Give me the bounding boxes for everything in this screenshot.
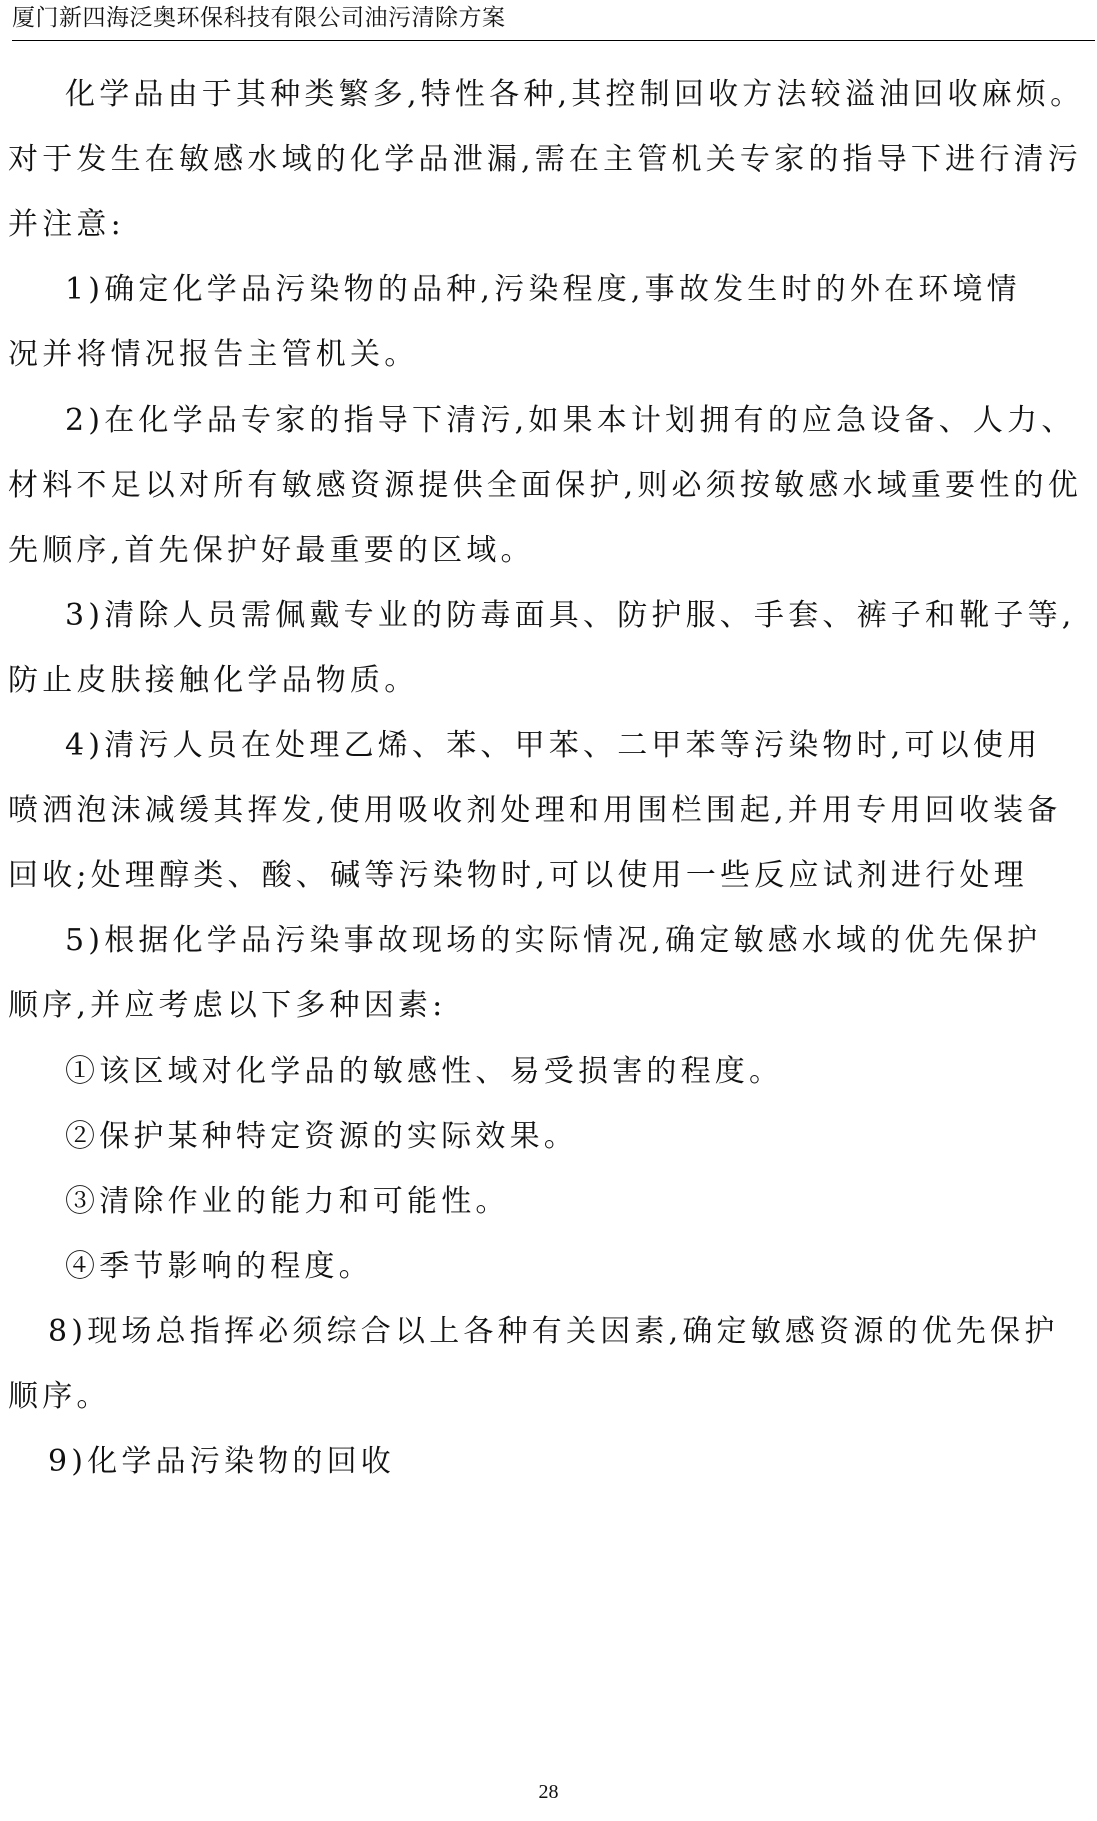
header-title: 厦门新四海泛奥环保科技有限公司油污清除方案 [12,5,506,31]
paragraph-line: 1)确定化学品污染物的品种,污染程度,事故发生时的外在环境情 [65,272,1021,307]
paragraph-line: 并注意: [8,207,125,242]
paragraph-line: 化学品由于其种类繁多,特性各种,其控制回收方法较溢油回收麻烦。 [65,77,1085,112]
paragraph-line: 5)根据化学品污染事故现场的实际情况,确定敏感水域的优先保护 [65,923,1042,958]
paragraph-line: 9)化学品污染物的回收 [48,1444,395,1479]
paragraph-line: 防止皮肤接触化学品物质。 [8,663,419,698]
paragraph-line: 对于发生在敏感水域的化学品泄漏,需在主管机关专家的指导下进行清污 [8,142,1082,177]
paragraph-line: 顺序,并应考虑以下多种因素: [8,988,447,1023]
list-item: ④季节影响的程度。 [65,1249,373,1284]
paragraph-line: 4)清污人员在处理乙烯、苯、甲苯、二甲苯等污染物时,可以使用 [65,728,1042,763]
list-item: ①该区域对化学品的敏感性、易受损害的程度。 [65,1054,784,1089]
paragraph-line: 材料不足以对所有敏感资源提供全面保护,则必须按敏感水域重要性的优 [8,468,1082,503]
page-number: 28 [538,1781,559,1803]
paragraph-line: 3)清除人员需佩戴专业的防毒面具、防护服、手套、裤子和靴子等, [65,598,1076,633]
list-item: ②保护某种特定资源的实际效果。 [65,1119,578,1154]
paragraph-line: 2)在化学品专家的指导下清污,如果本计划拥有的应急设备、人力、 [65,403,1076,438]
paragraph-line: 回收;处理醇类、酸、碱等污染物时,可以使用一些反应试剂进行处理 [8,858,1028,893]
paragraph-line: 喷洒泡沫减缓其挥发,使用吸收剂处理和用围栏围起,并用专用回收装备 [8,793,1062,828]
paragraph-line: 8)现场总指挥必须综合以上各种有关因素,确定敏感资源的优先保护 [48,1314,1059,1349]
paragraph-line: 况并将情况报告主管机关。 [8,337,419,372]
list-item: ③清除作业的能力和可能性。 [65,1184,510,1219]
paragraph-line: 顺序。 [8,1379,111,1414]
paragraph-line: 先顺序,首先保护好最重要的区域。 [8,533,535,568]
